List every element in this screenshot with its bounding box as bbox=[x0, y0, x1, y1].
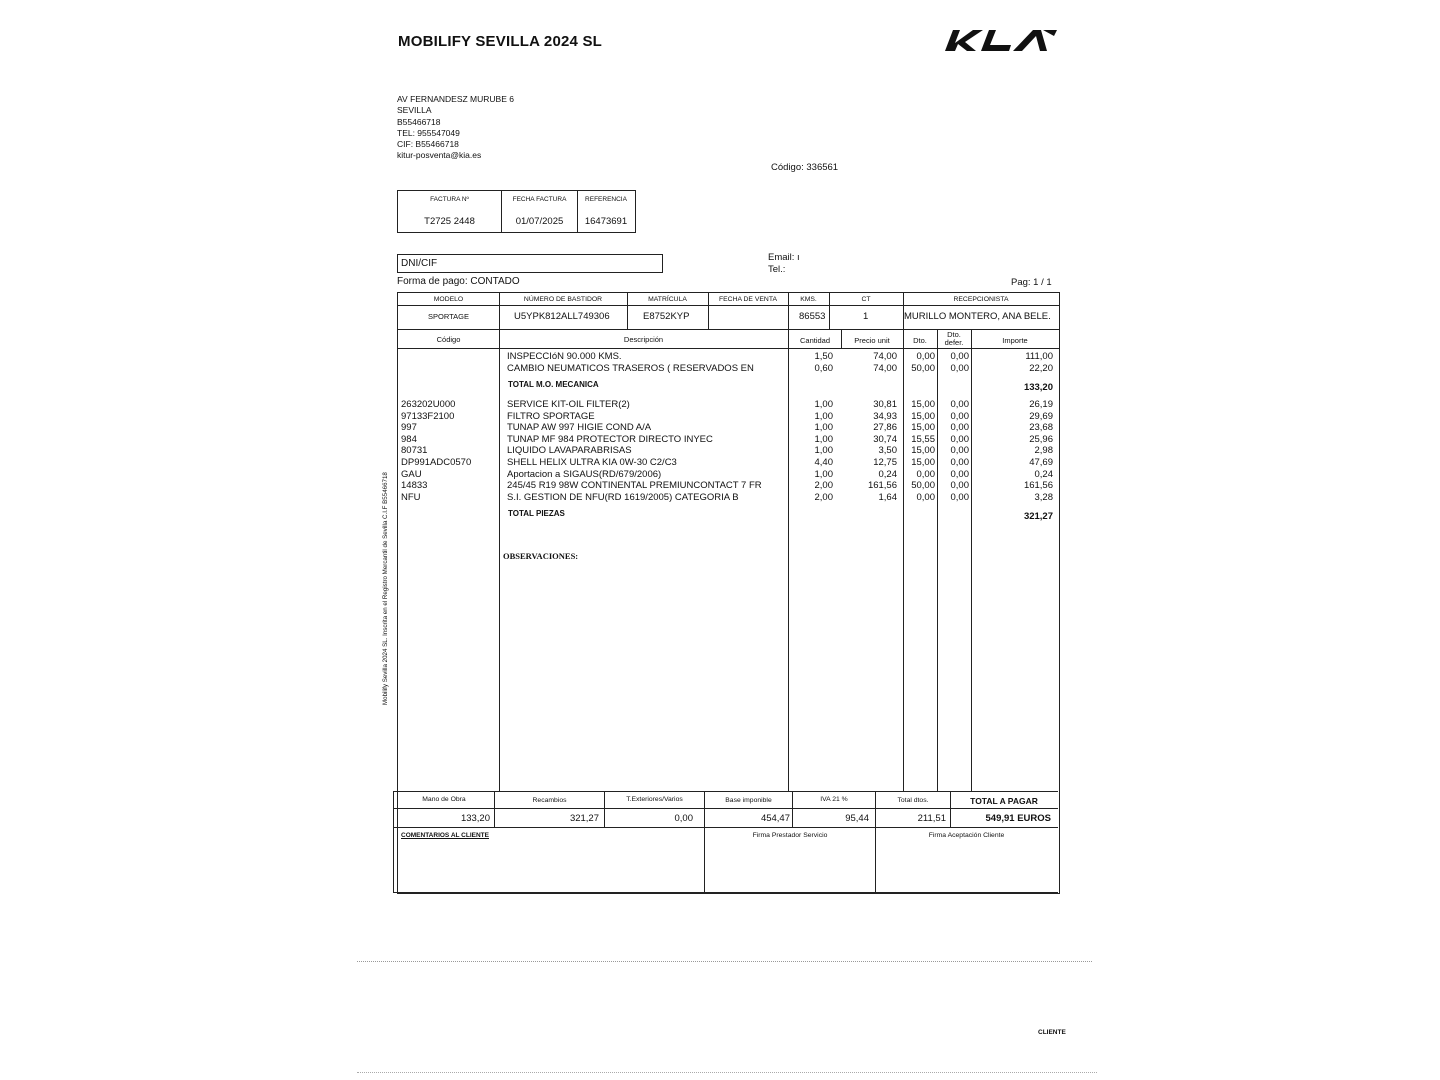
line-item-codigo: 80731 bbox=[401, 445, 428, 457]
kia-logo bbox=[943, 24, 1059, 54]
line-item-desc: SERVICE KIT-OIL FILTER(2) bbox=[507, 399, 630, 410]
company-address bbox=[397, 94, 514, 162]
tax-base-value: 454,47 bbox=[760, 813, 790, 824]
line-item-dto: 15,00 bbox=[911, 457, 935, 468]
deferred-discount-column-header: Dto. defer. bbox=[944, 330, 964, 347]
line-item-precio: 30,81 bbox=[873, 399, 897, 410]
line-item-defer: 0,00 bbox=[950, 445, 969, 457]
page-number: Pag: 1 / 1 bbox=[1011, 277, 1052, 288]
registry-side-text: Mobilify Sevilla 2024 SL. Inscrita en el Registro Mercantil de Sevilla C.I.F B55466718 bbox=[382, 472, 389, 705]
line-item-dto: 15,00 bbox=[911, 410, 935, 422]
parts-total-header: Recambios bbox=[532, 797, 567, 804]
contact-info bbox=[768, 252, 800, 276]
kms-header: KMS. bbox=[800, 296, 817, 303]
line-item-precio: 12,75 bbox=[873, 457, 897, 468]
line-item-cant: 2,00 bbox=[814, 480, 833, 492]
line-item-cant: 1,00 bbox=[814, 445, 833, 457]
line-item-precio: 0,24 bbox=[878, 468, 897, 480]
external-total-value: 0,00 bbox=[674, 813, 693, 824]
model-value: SPORTAGE bbox=[428, 312, 469, 321]
external-total-header: T.Exteriores/Varios bbox=[626, 796, 683, 803]
line-item-importe: 22,20 bbox=[1029, 362, 1053, 374]
line-item-codigo bbox=[401, 363, 497, 375]
line-item-dto: 0,00 bbox=[916, 351, 935, 362]
line-item-importe: 111,00 bbox=[1025, 351, 1053, 362]
line-item-precio: 3,50 bbox=[878, 445, 897, 457]
tax-base-header: Base imponible bbox=[725, 797, 772, 804]
line-item-defer: 0,00 bbox=[950, 410, 969, 422]
line-item-desc: TUNAP AW 997 HIGIE COND A/A bbox=[507, 422, 652, 434]
line-item-importe: 0,24 bbox=[1034, 468, 1053, 480]
line-item-defer: 0,00 bbox=[950, 480, 969, 492]
total-parts-value: 321,27 bbox=[1023, 511, 1053, 522]
line-item-precio: 34,93 bbox=[873, 410, 897, 422]
email-label: Email: ı bbox=[768, 252, 800, 263]
dni-field bbox=[397, 254, 663, 273]
line-item-precio: 74,00 bbox=[873, 362, 897, 374]
line-item-importe: 2,98 bbox=[1034, 445, 1053, 457]
client-code: Código: 336561 bbox=[771, 162, 839, 173]
plate-header: MATRÍCULA bbox=[648, 296, 687, 303]
line-item-precio: 74,00 bbox=[873, 351, 897, 362]
total-labour-value: 133,20 bbox=[1023, 382, 1053, 393]
labour-total-header: Mano de Obra bbox=[422, 796, 466, 803]
line-item-dto: 15,00 bbox=[911, 422, 935, 434]
receptionist-value: MURILLO MONTERO, ANA BELE. bbox=[904, 311, 1051, 322]
total-labour-label: TOTAL M.O. MECANICA bbox=[508, 380, 599, 389]
line-item-codigo: 97133F2100 bbox=[401, 410, 455, 422]
invoice-info-box bbox=[397, 190, 636, 233]
kms-value: 86553 bbox=[799, 311, 826, 322]
line-item-codigo: GAU bbox=[401, 468, 422, 480]
line-item-defer: 0,00 bbox=[950, 457, 969, 468]
total-to-pay-value: 549,91 EUROS bbox=[985, 813, 1051, 824]
invoice-date-label: FECHA FACTURA bbox=[512, 196, 567, 203]
line-item-dto: 15,00 bbox=[911, 445, 935, 457]
line-item-codigo bbox=[401, 351, 497, 363]
line-item-cant: 2,00 bbox=[814, 491, 833, 503]
total-discounts-header: Total dtos. bbox=[897, 797, 929, 804]
line-item-defer: 0,00 bbox=[950, 362, 969, 374]
line-item-codigo: NFU bbox=[401, 491, 421, 503]
client-copy-label: CLIENTE bbox=[1038, 1029, 1066, 1036]
vat-header: IVA 21 % bbox=[820, 796, 848, 803]
parts-total-value: 321,27 bbox=[569, 813, 599, 824]
reference-label: REFERENCIA bbox=[585, 196, 627, 203]
line-item-desc: 245/45 R19 98W CONTINENTAL PREMIUNCONTACT 7 FR bbox=[507, 480, 762, 492]
ct-value: 1 bbox=[863, 311, 869, 322]
invoice-number: T2725 2448 bbox=[424, 216, 475, 227]
line-item-cant: 1,00 bbox=[814, 422, 833, 434]
line-item-importe: 26,19 bbox=[1029, 399, 1053, 410]
observations-label: OBSERVACIONES: bbox=[503, 551, 579, 561]
line-item-precio: 30,74 bbox=[873, 433, 897, 445]
address-line: kitur-posventa@kia.es bbox=[397, 150, 482, 161]
address-line: B55466718 bbox=[397, 116, 441, 127]
sale-date-header: FECHA DE VENTA bbox=[718, 296, 778, 303]
total-discounts-value: 211,51 bbox=[917, 813, 946, 824]
line-item-importe: 161,56 bbox=[1023, 480, 1053, 492]
client-comments-label: COMENTARIOS AL CLIENTE bbox=[401, 832, 489, 839]
line-item-importe: 3,28 bbox=[1034, 491, 1053, 503]
line-item-importe: 29,69 bbox=[1029, 410, 1053, 422]
line-item-defer: 0,00 bbox=[950, 399, 969, 410]
ct-header: CT bbox=[861, 296, 871, 303]
line-item-codigo: 14833 bbox=[401, 480, 428, 492]
line-item-desc: S.I. GESTION DE NFU(RD 1619/2005) CATEGORIA B bbox=[507, 491, 739, 503]
line-item-desc: LIQUIDO LAVAPARABRISAS bbox=[507, 445, 632, 457]
vin-header: NÚMERO DE BASTIDOR bbox=[523, 296, 603, 303]
total-parts-label: TOTAL PIEZAS bbox=[508, 509, 565, 518]
plate-value: E8752KYP bbox=[643, 311, 690, 322]
line-item-precio: 1,64 bbox=[878, 491, 897, 503]
vin-value: U5YPK812ALL749306 bbox=[514, 311, 610, 322]
line-item-desc: INSPECCIóN 90.000 KMS. bbox=[507, 351, 622, 362]
line-item-cant: 4,40 bbox=[814, 457, 833, 468]
payment-method: Forma de pago: CONTADO bbox=[397, 276, 520, 287]
line-item-codigo: DP991ADC0570 bbox=[401, 457, 472, 468]
labour-total-value: 133,20 bbox=[460, 813, 490, 824]
line-item-desc: SHELL HELIX ULTRA KIA 0W-30 C2/C3 bbox=[507, 457, 677, 468]
code-column-header: Código bbox=[436, 335, 461, 344]
line-item-importe: 25,96 bbox=[1029, 433, 1053, 445]
amount-column-header: Importe bbox=[1002, 336, 1028, 345]
address-line: CIF: B55466718 bbox=[397, 139, 459, 150]
line-item-codigo: 263202U000 bbox=[401, 399, 456, 410]
address-line: SEVILLA bbox=[397, 105, 432, 116]
company-name: MOBILIFY SEVILLA 2024 SL bbox=[398, 33, 603, 50]
line-item-desc: Aportacion a SIGAUS(RD/679/2006) bbox=[507, 468, 662, 480]
line-item-cant: 1,00 bbox=[814, 410, 833, 422]
provider-signature-label: Firma Prestador Servicio bbox=[752, 832, 828, 839]
line-item-codigo: 984 bbox=[401, 433, 417, 445]
line-item-dto: 15,55 bbox=[911, 433, 935, 445]
line-item-dto: 50,00 bbox=[911, 362, 935, 374]
line-item-importe: 23,68 bbox=[1029, 422, 1053, 434]
line-item-desc: CAMBIO NEUMATICOS TRASEROS ( RESERVADOS EN bbox=[507, 362, 754, 374]
line-item-cant: 1,00 bbox=[814, 433, 833, 445]
discount-column-header: Dto. bbox=[913, 336, 927, 345]
quantity-column-header: Cantidad bbox=[799, 336, 831, 345]
dni-label: DNI/CIF bbox=[401, 258, 438, 269]
reference-number: 16473691 bbox=[584, 216, 628, 227]
price-column-header: Precio unit bbox=[854, 336, 890, 345]
line-item-defer: 0,00 bbox=[950, 491, 969, 503]
invoice-number-label: FACTURA Nº bbox=[430, 196, 469, 203]
line-item-cant: 1,50 bbox=[814, 351, 833, 362]
bottom-edge-line bbox=[357, 1072, 1097, 1073]
cut-line bbox=[357, 961, 1092, 962]
line-item-cant: 0,60 bbox=[814, 362, 833, 374]
line-item-defer: 0,00 bbox=[950, 433, 969, 445]
line-item-defer: 0,00 bbox=[950, 468, 969, 480]
description-column-header: Descripción bbox=[623, 335, 664, 344]
line-item-defer: 0,00 bbox=[950, 422, 969, 434]
invoice-date: 01/07/2025 bbox=[515, 216, 564, 227]
line-item-dto: 0,00 bbox=[916, 491, 935, 503]
line-item-desc: TUNAP MF 984 PROTECTOR DIRECTO INYEC bbox=[507, 433, 713, 445]
line-item-dto: 50,00 bbox=[911, 480, 935, 492]
client-signature-label: Firma Aceptación Cliente bbox=[928, 832, 1005, 839]
model-header: MODELO bbox=[433, 296, 464, 303]
line-item-dto: 15,00 bbox=[911, 399, 935, 410]
vat-value: 95,44 bbox=[845, 813, 869, 824]
line-item-dto: 0,00 bbox=[916, 468, 935, 480]
line-item-codigo: 997 bbox=[401, 422, 417, 434]
line-item-precio: 27,86 bbox=[873, 422, 897, 434]
line-item-desc: FILTRO SPORTAGE bbox=[507, 410, 595, 422]
line-item-importe: 47,69 bbox=[1029, 457, 1053, 468]
line-item-cant: 1,00 bbox=[814, 468, 833, 480]
address-line: TEL: 955547049 bbox=[397, 127, 460, 138]
line-item-precio: 161,56 bbox=[867, 480, 897, 492]
line-item-cant: 1,00 bbox=[814, 399, 833, 410]
total-to-pay-header: TOTAL A PAGAR bbox=[970, 796, 1038, 806]
tel-label: Tel.: bbox=[768, 264, 786, 275]
address-line: AV FERNANDESZ MURUBE 6 bbox=[397, 94, 514, 104]
receptionist-header: RECEPCIONISTA bbox=[953, 296, 1009, 303]
line-item-defer: 0,00 bbox=[950, 351, 969, 362]
